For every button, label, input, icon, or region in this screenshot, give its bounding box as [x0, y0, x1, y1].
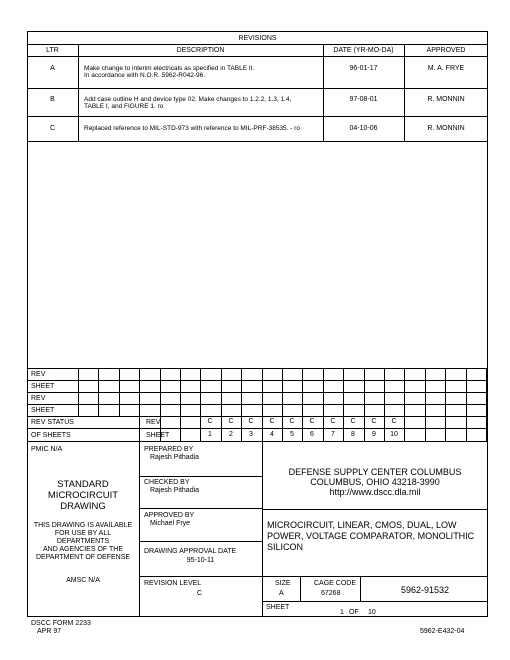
drawing-title: POWER, VOLTAGE COMPARATOR, MONOLITHIC: [267, 531, 475, 541]
status-grid-column-line: [180, 368, 181, 441]
rev-status-label: REV STATUS: [31, 419, 74, 426]
status-grid-column-line: [139, 416, 140, 441]
status-grid-column-line: [119, 368, 120, 416]
revision-level-label: REVISION LEVEL: [144, 580, 202, 587]
title-block-line: [139, 476, 262, 477]
approval-date-label: DRAWING APPROVAL DATE: [144, 548, 237, 555]
rev-status-cell: C: [350, 418, 356, 425]
rev-title-divider: [27, 44, 488, 45]
status-grid-column-line: [404, 368, 405, 441]
sheet-label: SHEET: [31, 383, 55, 390]
agency-url: http://www.dscc.dla.mil: [329, 487, 421, 497]
sheet-number-cell: 8: [351, 431, 355, 438]
sheet-number-cell: 3: [249, 431, 253, 438]
pmic: PMIC N/A: [31, 446, 63, 453]
rev-status-cell: C: [248, 418, 254, 425]
revision-approver: R. MONNIN: [427, 96, 465, 103]
rev-header-ltr: LTR: [46, 47, 59, 54]
sheet-number-cell: 6: [310, 431, 314, 438]
form-date: APR 97: [37, 628, 62, 635]
revision-description: Add case outline H and device type 02. Make changes to 1.2.2, 1.3, 1.4,: [84, 96, 292, 103]
sheet-number-cell: 1: [208, 431, 212, 438]
status-grid-line: [27, 404, 488, 405]
revision-date: 97-08-01: [349, 96, 378, 103]
sheet-label: SHEET: [266, 604, 290, 611]
status-grid-column-line: [486, 368, 487, 441]
availability-note: FOR USE BY ALL: [54, 530, 112, 537]
checked-by-name: Rajesh Pithadia: [150, 487, 200, 494]
rev-label: REV: [31, 371, 46, 378]
revision-level: C: [197, 590, 203, 597]
status-grid-top: [27, 368, 488, 369]
standard-heading: STANDARD: [57, 479, 109, 490]
title-block-line: [139, 508, 262, 509]
rev-status-cell: C: [269, 418, 275, 425]
revision-description: Replaced reference to MIL-STD-973 with reference to MIL-PRF-38535. - ro: [84, 125, 301, 132]
sheet-number-cell: 2: [229, 431, 233, 438]
cage-code-label: CAGE CODE: [314, 580, 357, 587]
drawing-title: SILICON: [267, 542, 304, 552]
rev-col-divider: [78, 44, 79, 141]
availability-note: DEPARTMENTS: [56, 538, 110, 545]
title-block-line: [262, 509, 488, 510]
size-value: A: [279, 590, 284, 597]
rev-row-divider: [27, 141, 488, 142]
status-grid-column-line: [466, 368, 467, 441]
prepared-by-label: PREPARED BY: [144, 446, 194, 453]
revision-description: Make change to interim electricals as specified in TABLE II.: [84, 65, 255, 72]
rev-status-cell: C: [391, 418, 397, 425]
revision-description: In accordance with N.O.R. 5962-R042-96.: [84, 72, 206, 79]
title-block-line: [262, 601, 488, 602]
rev-status-cell: C: [371, 418, 377, 425]
agency-address: COLUMBUS, OHIO 43218-3990: [310, 477, 440, 487]
availability-note: THIS DRAWING IS AVAILABLE: [33, 522, 133, 529]
status-grid-column-line: [425, 368, 426, 441]
rev-status-cell: C: [330, 418, 336, 425]
status-grid-column-line: [445, 368, 446, 441]
revisions-title: REVISIONS: [238, 35, 277, 42]
sheet-number-cell: 7: [331, 431, 335, 438]
rev-label: REV: [31, 395, 46, 402]
status-grid-line: [27, 441, 488, 442]
sheet-of: OF: [349, 609, 359, 616]
rev-status-cell: C: [228, 418, 234, 425]
revision-date: 96-01-17: [349, 65, 378, 72]
sheet-number-cell: 5: [290, 431, 294, 438]
revision-date: 04-10-06: [349, 125, 378, 132]
rev-header-date: DATE (YR-MO-DA): [333, 47, 394, 54]
sheet-label: SHEET: [31, 407, 55, 414]
document-code: 5962-E432-04: [420, 628, 465, 635]
revision-approver: M. A. FRYE: [427, 65, 465, 72]
approved-by-label: APPROVED BY: [144, 512, 195, 519]
sheet-total: 10: [368, 609, 376, 616]
revision-ltr: B: [50, 96, 55, 103]
rev-col-label: REV: [146, 419, 161, 426]
approval-date: 95-10-11: [186, 557, 215, 564]
rev-row-divider: [27, 116, 488, 117]
cage-code: 67268: [321, 590, 341, 597]
rev-status-cell: C: [289, 418, 295, 425]
drawing-title: MICROCIRCUIT, LINEAR, CMOS, DUAL, LOW: [267, 520, 457, 530]
title-block-divider: [360, 576, 361, 601]
of-sheets-label: OF SHEETS: [31, 432, 71, 439]
size-label: SIZE: [275, 580, 291, 587]
status-grid-column-line: [78, 368, 79, 416]
rev-status-cell: C: [207, 418, 213, 425]
status-grid-line: [27, 380, 488, 381]
sheet-number-cell: 9: [372, 431, 376, 438]
prepared-by-name: Rajesh Pithadia: [150, 454, 200, 461]
status-grid-column-line: [160, 368, 161, 441]
title-block-line: [139, 541, 262, 542]
status-grid-column-line: [98, 368, 99, 416]
availability-note: AND AGENCIES OF THE: [43, 546, 123, 553]
revision-ltr: A: [50, 65, 55, 72]
status-grid-line: [27, 392, 488, 393]
agency-name: DEFENSE SUPPLY CENTER COLUMBUS: [288, 467, 462, 477]
form-number: DSCC FORM 2233: [31, 620, 91, 627]
sheet-number-cell: 10: [390, 431, 398, 438]
drawing-number: 5962-91532: [401, 585, 450, 595]
title-block-divider: [139, 441, 140, 617]
checked-by-label: CHECKED BY: [144, 479, 190, 486]
rev-header-divider: [27, 56, 488, 57]
title-block-divider: [300, 576, 301, 601]
sheet-col-label: SHEET: [146, 432, 170, 439]
sheet-number: 1: [340, 609, 344, 616]
rev-status-cell: C: [309, 418, 315, 425]
rev-header-description: DESCRIPTION: [176, 47, 225, 54]
sheet-number-cell: 4: [270, 431, 274, 438]
rev-header-approved: APPROVED: [426, 47, 466, 54]
approved-by-name: Michael Frye: [150, 520, 191, 527]
rev-row-divider: [27, 88, 488, 89]
availability-note: DEPARTMENT OF DEFENSE: [35, 554, 131, 561]
standard-heading: MICROCIRCUIT: [47, 490, 119, 501]
revision-description: TABLE I, and FIGURE 1. ro: [84, 103, 164, 110]
title-block-line: [139, 576, 488, 577]
amsc: AMSC N/A: [66, 577, 100, 584]
standard-heading: DRAWING: [60, 501, 106, 512]
revision-ltr: C: [49, 125, 56, 132]
revision-approver: R. MONNIN: [427, 125, 465, 132]
